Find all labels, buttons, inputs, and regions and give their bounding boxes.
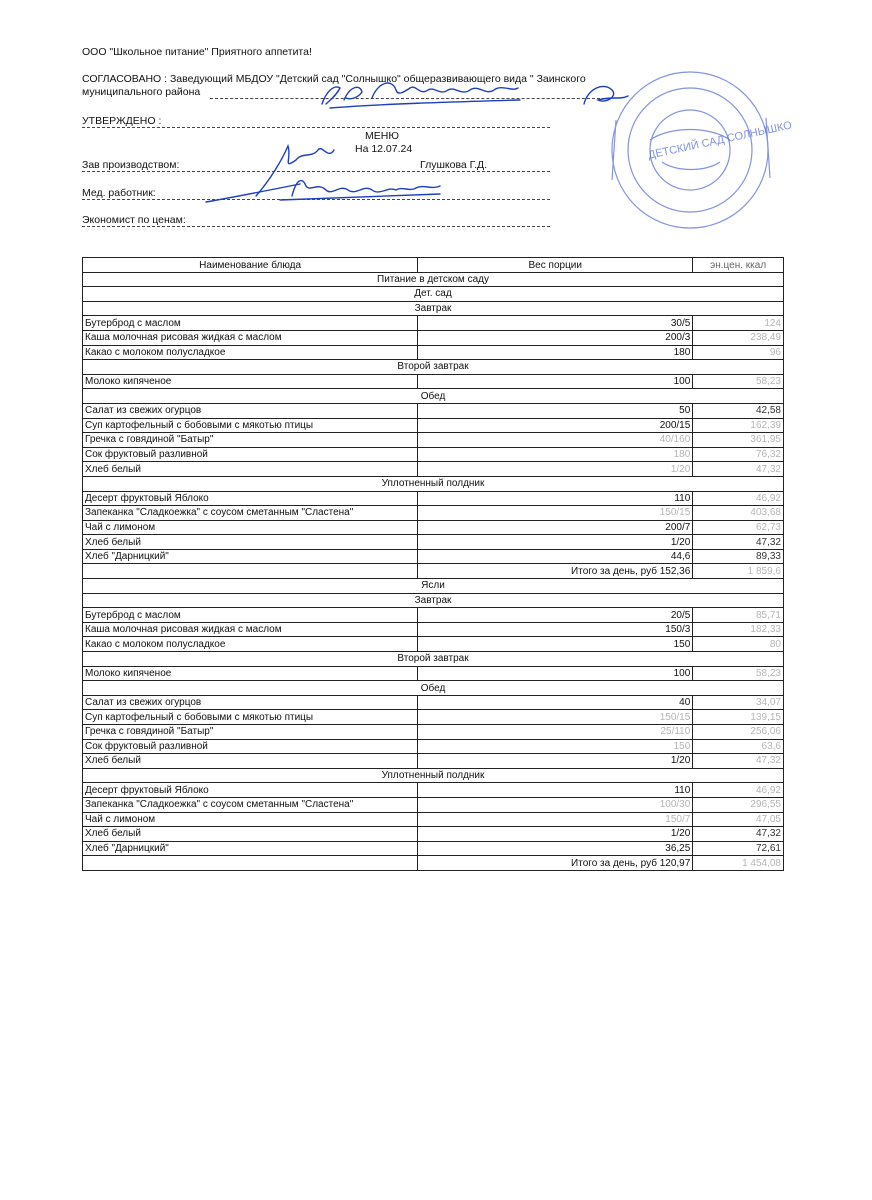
dish-name: Чай с лимоном: [83, 520, 418, 535]
dish-weight: 1/20: [418, 827, 693, 842]
table-row: [83, 491, 784, 506]
table-row: [83, 622, 784, 637]
total-label: Итого за день, руб 120,97: [418, 856, 693, 871]
dish-kcal: 47,32: [693, 462, 784, 477]
dish-kcal: 42,58: [693, 403, 784, 418]
dish-weight: 110: [418, 783, 693, 798]
table-row: [83, 827, 784, 842]
dish-weight: 40/160: [418, 433, 693, 448]
dish-kcal: 361,95: [693, 433, 784, 448]
dish-kcal: 403,68: [693, 506, 784, 521]
dish-weight: 100: [418, 666, 693, 681]
meal-row: [83, 389, 784, 404]
production-label: Зав производством:: [82, 159, 180, 171]
dish-name: Сок фруктовый разливной: [83, 739, 418, 754]
meal-row: [83, 360, 784, 375]
group-title: Ясли: [83, 579, 784, 594]
dish-weight: 180: [418, 345, 693, 360]
table-row: [83, 739, 784, 754]
table-row: [83, 695, 784, 710]
dish-kcal: 63,6: [693, 739, 784, 754]
section-title: Питание в детском саду: [83, 272, 784, 287]
dish-kcal: 58,23: [693, 666, 784, 681]
dish-name: Какао с молоком полусладкое: [83, 345, 418, 360]
approved-line: СОГЛАСОВАНО : Заведующий МБДОУ "Детский сад "Солнышко" общеразвивающего вида " Заинского: [82, 73, 586, 85]
dish-weight: 150/3: [418, 622, 693, 637]
dish-kcal: 46,92: [693, 491, 784, 506]
dish-name: Какао с молоком полусладкое: [83, 637, 418, 652]
dish-weight: 40: [418, 695, 693, 710]
dish-kcal: 89,33: [693, 549, 784, 564]
table-row: [83, 447, 784, 462]
dish-name: Суп картофельный с бобовыми с мякотью птицы: [83, 418, 418, 433]
dish-weight: 200/3: [418, 330, 693, 345]
total-row: [83, 564, 784, 579]
economist-label: Экономист по ценам:: [82, 214, 186, 226]
dish-name: Салат из свежих огурцов: [83, 403, 418, 418]
dish-kcal: 58,23: [693, 374, 784, 389]
table-row: [83, 608, 784, 623]
dish-name: Хлеб белый: [83, 827, 418, 842]
meal-title: Завтрак: [83, 593, 784, 608]
total-blank: [83, 856, 418, 871]
dish-name: Чай с лимоном: [83, 812, 418, 827]
confirmed-label: УТВЕРЖДЕНО :: [82, 115, 162, 127]
table-row: [83, 841, 784, 856]
table-row: [83, 549, 784, 564]
signature-medic: [280, 181, 440, 200]
dish-name: Хлеб белый: [83, 535, 418, 550]
group-title: Дет. сад: [83, 287, 784, 302]
col-header-kcal: эн.цен. ккал: [693, 258, 784, 273]
meal-title: Обед: [83, 389, 784, 404]
dish-name: Бутерброд с маслом: [83, 316, 418, 331]
production-name: Глушкова Г.Д.: [420, 159, 488, 171]
table-row: [83, 754, 784, 769]
dish-kcal: 182,33: [693, 622, 784, 637]
table-row: [83, 345, 784, 360]
dish-kcal: 76,32: [693, 447, 784, 462]
dish-kcal: 296,55: [693, 797, 784, 812]
dish-weight: 150/7: [418, 812, 693, 827]
menu-date: На 12.07.24: [355, 143, 413, 155]
dish-weight: 1/20: [418, 462, 693, 477]
signatures-and-stamp: [0, 0, 872, 260]
dish-kcal: 162,39: [693, 418, 784, 433]
group-row: [83, 287, 784, 302]
dish-name: Бутерброд с маслом: [83, 608, 418, 623]
table-row: [83, 812, 784, 827]
table-row: [83, 797, 784, 812]
table-header-row: [83, 258, 784, 273]
org-title: ООО "Школьное питание" Приятного аппетита!: [82, 46, 312, 58]
dish-kcal: 47,05: [693, 812, 784, 827]
dish-weight: 180: [418, 447, 693, 462]
dish-kcal: 62,73: [693, 520, 784, 535]
meal-title: Обед: [83, 681, 784, 696]
table-row: [83, 520, 784, 535]
dish-kcal: 256,06: [693, 725, 784, 740]
dish-kcal: 46,92: [693, 783, 784, 798]
dish-kcal: 34,07: [693, 695, 784, 710]
dish-name: Салат из свежих огурцов: [83, 695, 418, 710]
dish-name: Запеканка "Сладкоежка" с соусом сметанным "Сластена": [83, 506, 418, 521]
table-row: [83, 783, 784, 798]
total-label: Итого за день, руб 152,36: [418, 564, 693, 579]
table-row: [83, 666, 784, 681]
dish-kcal: 139,15: [693, 710, 784, 725]
group-row: [83, 579, 784, 594]
dish-weight: 150/15: [418, 506, 693, 521]
dish-kcal: 96: [693, 345, 784, 360]
table-row: [83, 316, 784, 331]
dish-name: Суп картофельный с бобовыми с мякотью птицы: [83, 710, 418, 725]
approved-line-2: муниципального района: [82, 86, 201, 98]
dish-weight: 20/5: [418, 608, 693, 623]
dish-weight: 36,25: [418, 841, 693, 856]
dish-weight: 150: [418, 637, 693, 652]
meal-title: Второй завтрак: [83, 360, 784, 375]
table-row: [83, 462, 784, 477]
stamp-text: ДЕТСКИЙ САД СОЛНЫШКО: [647, 119, 793, 162]
dish-name: Каша молочная рисовая жидкая с маслом: [83, 622, 418, 637]
dish-weight: 100: [418, 374, 693, 389]
dish-weight: 25/110: [418, 725, 693, 740]
dish-weight: 110: [418, 491, 693, 506]
medic-label: Мед. работник:: [82, 187, 156, 199]
total-row: [83, 856, 784, 871]
table-row: [83, 637, 784, 652]
total-kcal: 1 454,08: [693, 856, 784, 871]
dish-kcal: 238,49: [693, 330, 784, 345]
section-row: [83, 272, 784, 287]
meal-row: [83, 768, 784, 783]
dish-kcal: 47,32: [693, 535, 784, 550]
table-row: [83, 725, 784, 740]
table-row: [83, 433, 784, 448]
total-blank: [83, 564, 418, 579]
table-row: [83, 374, 784, 389]
meal-title: Второй завтрак: [83, 652, 784, 667]
dish-name: Каша молочная рисовая жидкая с маслом: [83, 330, 418, 345]
dish-name: Десерт фруктовый Яблоко: [83, 783, 418, 798]
dish-name: Запеканка "Сладкоежка" с соусом сметанным "Сластена": [83, 797, 418, 812]
col-header-weight: Вес порции: [418, 258, 693, 273]
dish-kcal: 72,61: [693, 841, 784, 856]
dish-weight: 150/15: [418, 710, 693, 725]
dish-kcal: 124: [693, 316, 784, 331]
meal-row: [83, 476, 784, 491]
menu-table: [82, 257, 784, 871]
dish-name: Молоко кипяченое: [83, 666, 418, 681]
meal-title: Уплотненный полдник: [83, 768, 784, 783]
dish-name: Гречка с говядиной "Батыр": [83, 725, 418, 740]
dish-weight: 100/30: [418, 797, 693, 812]
dish-kcal: 47,32: [693, 754, 784, 769]
dish-name: Хлеб белый: [83, 754, 418, 769]
table-row: [83, 506, 784, 521]
col-header-name: Наименование блюда: [83, 258, 418, 273]
meal-title: Уплотненный полдник: [83, 476, 784, 491]
dish-weight: 200/7: [418, 520, 693, 535]
dish-kcal: 80: [693, 637, 784, 652]
dish-weight: 150: [418, 739, 693, 754]
meal-row: [83, 301, 784, 316]
signature-approved: [322, 83, 628, 108]
table-row: [83, 710, 784, 725]
dish-name: Молоко кипяченое: [83, 374, 418, 389]
dish-weight: 30/5: [418, 316, 693, 331]
meal-row: [83, 652, 784, 667]
dish-name: Хлеб "Дарницкий": [83, 841, 418, 856]
dish-weight: 1/20: [418, 754, 693, 769]
dish-weight: 200/15: [418, 418, 693, 433]
dish-name: Хлеб "Дарницкий": [83, 549, 418, 564]
dish-weight: 1/20: [418, 535, 693, 550]
dish-name: Гречка с говядиной "Батыр": [83, 433, 418, 448]
dish-name: Сок фруктовый разливной: [83, 447, 418, 462]
signature-production: [206, 146, 334, 202]
meal-row: [83, 681, 784, 696]
dish-name: Десерт фруктовый Яблоко: [83, 491, 418, 506]
total-kcal: 1 859,6: [693, 564, 784, 579]
meal-row: [83, 593, 784, 608]
table-row: [83, 535, 784, 550]
dish-name: Хлеб белый: [83, 462, 418, 477]
dish-kcal: 85,71: [693, 608, 784, 623]
table-row: [83, 403, 784, 418]
dish-weight: 50: [418, 403, 693, 418]
table-row: [83, 330, 784, 345]
dish-kcal: 47,32: [693, 827, 784, 842]
menu-table-body: [83, 258, 784, 871]
dish-weight: 44,6: [418, 549, 693, 564]
table-row: [83, 418, 784, 433]
menu-title: МЕНЮ: [365, 130, 399, 142]
meal-title: Завтрак: [83, 301, 784, 316]
